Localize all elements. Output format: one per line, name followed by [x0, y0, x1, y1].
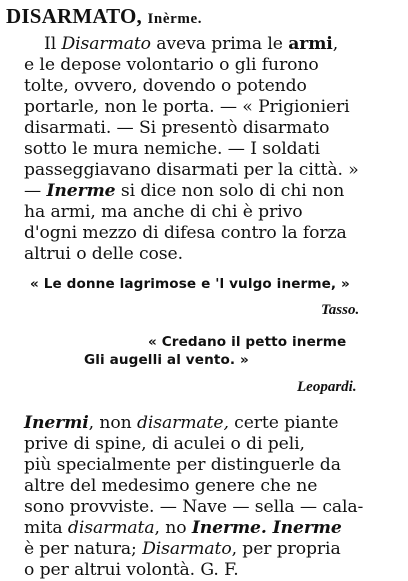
paragraph1-line-6: sotto le mura nemiche. — I soldati [24, 139, 320, 159]
entry-title: DISARMATO, [6, 4, 142, 28]
paragraph2-line-6: mita disarmata, no Inerme. Inerme [24, 518, 342, 538]
paragraph1-line-1: Il Disarmato aveva prima le armi, [44, 34, 339, 54]
quote2-author: Leopardi. [297, 379, 357, 395]
paragraph1-line-3: tolte, ovvero, dovendo o potendo [24, 76, 307, 96]
paragraph1-line-11: altrui o delle cose. [24, 244, 183, 264]
paragraph2-line-4: altre del medesimo genere che ne [24, 476, 318, 496]
paragraph2-line-8: o per altrui volontà. G. F. [24, 560, 239, 580]
entry-title-variant: Inèrme. [147, 11, 203, 27]
paragraph1-line-8: — Inerme si dice non solo di chi non [24, 181, 345, 201]
paragraph2-line-3: più specialmente per distinguerle da [24, 455, 341, 475]
quote1-text: « Le donne lagrimose e 'l vulgo inerme, » [30, 276, 350, 292]
paragraph2-line-2: prive di spine, di aculei o di peli, [24, 434, 305, 454]
paragraph1-line-10: d'ogni mezzo di difesa contro la forza [24, 223, 347, 243]
entry-heading [6, 4, 202, 31]
quote2-line-1: « Credano il petto inerme [148, 334, 347, 350]
paragraph2-line-7: è per natura; Disarmato, per propria [24, 539, 341, 559]
paragraph1-line-2: e le depose volontario o gli furono [24, 55, 319, 75]
quote2-line-2: Gli augelli al vento. » [84, 352, 249, 368]
paragraph1-line-4: portarle, non le porta. — « Prigionieri [24, 97, 350, 117]
paragraph1-line-7: passeggiavano disarmati per la città. » [24, 160, 359, 180]
quote1-author: Tasso. [321, 302, 360, 318]
paragraph1-line-5: disarmati. — Si presentò disarmato [24, 118, 330, 138]
paragraph1-line-9: ha armi, ma anche di chi è privo [24, 202, 303, 222]
paragraph2-line-1: Inermi, non disarmate, certe piante [24, 413, 339, 433]
paragraph2-line-5: sono provviste. — Nave — sella — cala- [24, 497, 364, 517]
